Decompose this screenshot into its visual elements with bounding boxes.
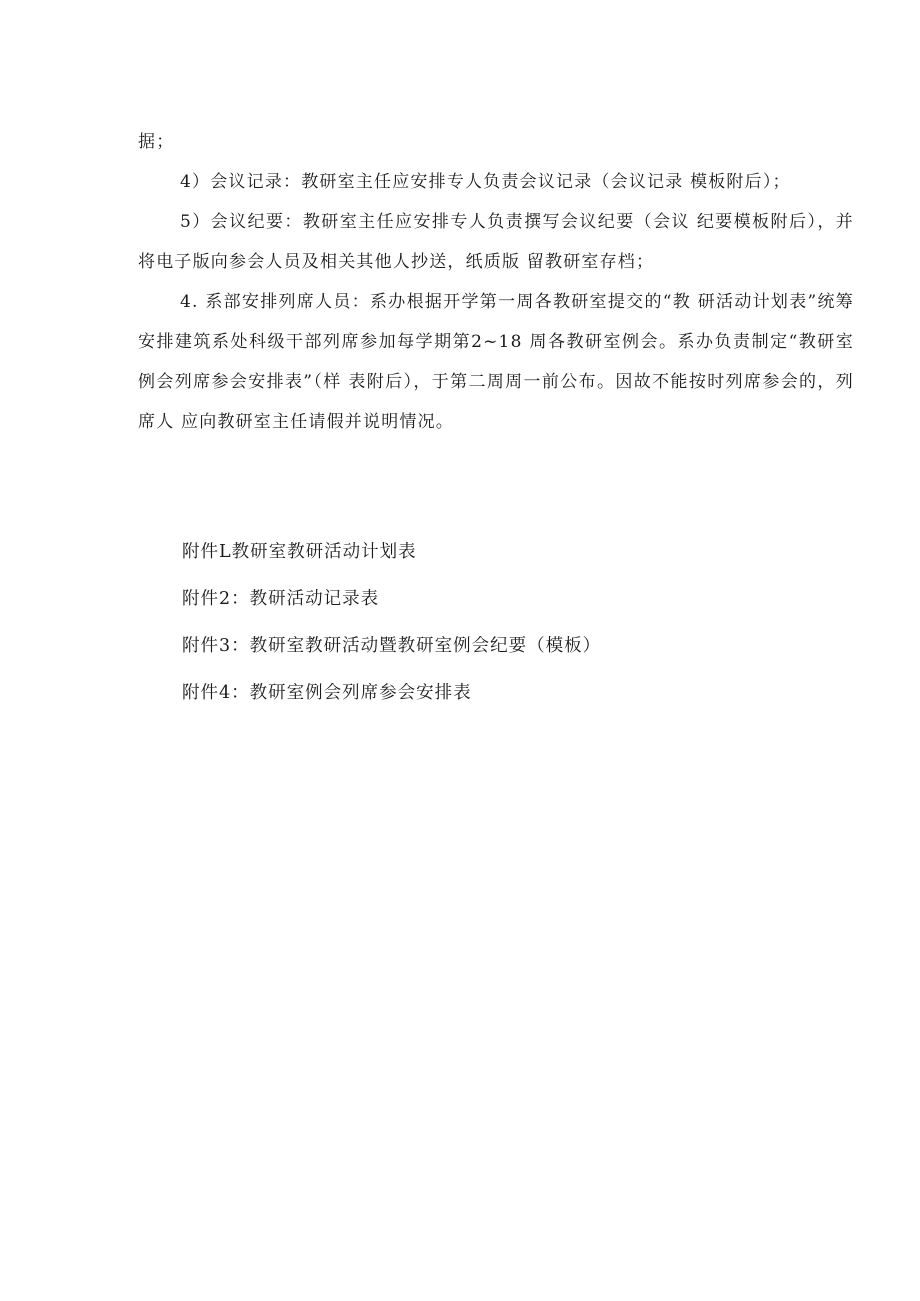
paragraph-continuation: 据； xyxy=(138,132,175,152)
paragraph-attendee-arrangement: 4. 系部安排列席人员：系办根据开学第一周各教研室提交的“教 研活动计划表”统筹安排建筑系处科级干部列席参加每学期第2~18 周各教研室例会。系办负责制定“教研室例会列席参会安排表”（样 表附后），于第二周周一前公布。因故不能按时列席参会的，列席人 应向教研室主任请假并说明情况。 xyxy=(138,292,854,432)
paragraph-meeting-record: 4）会议记录：教研室主任应安排专人负责会议记录（会议记录 模板附后）； xyxy=(180,172,791,192)
attachment-1: 附件L教研室教研活动计划表 xyxy=(182,542,417,562)
paragraph-meeting-minutes: 5）会议纪要：教研室主任应安排专人负责撰写会议纪要（会议 纪要模板附后），并将电子版向参会人员及相关其他人抄送，纸质版 留教研室存档； xyxy=(138,212,854,272)
attachment-4: 附件4：教研室例会列席参会安排表 xyxy=(182,683,472,703)
attachment-2: 附件2：教研活动记录表 xyxy=(182,589,380,609)
attachment-3: 附件3：教研室教研活动暨教研室例会纪要（模板） xyxy=(182,636,602,656)
document-body xyxy=(138,122,854,442)
attachments-list xyxy=(182,532,842,720)
